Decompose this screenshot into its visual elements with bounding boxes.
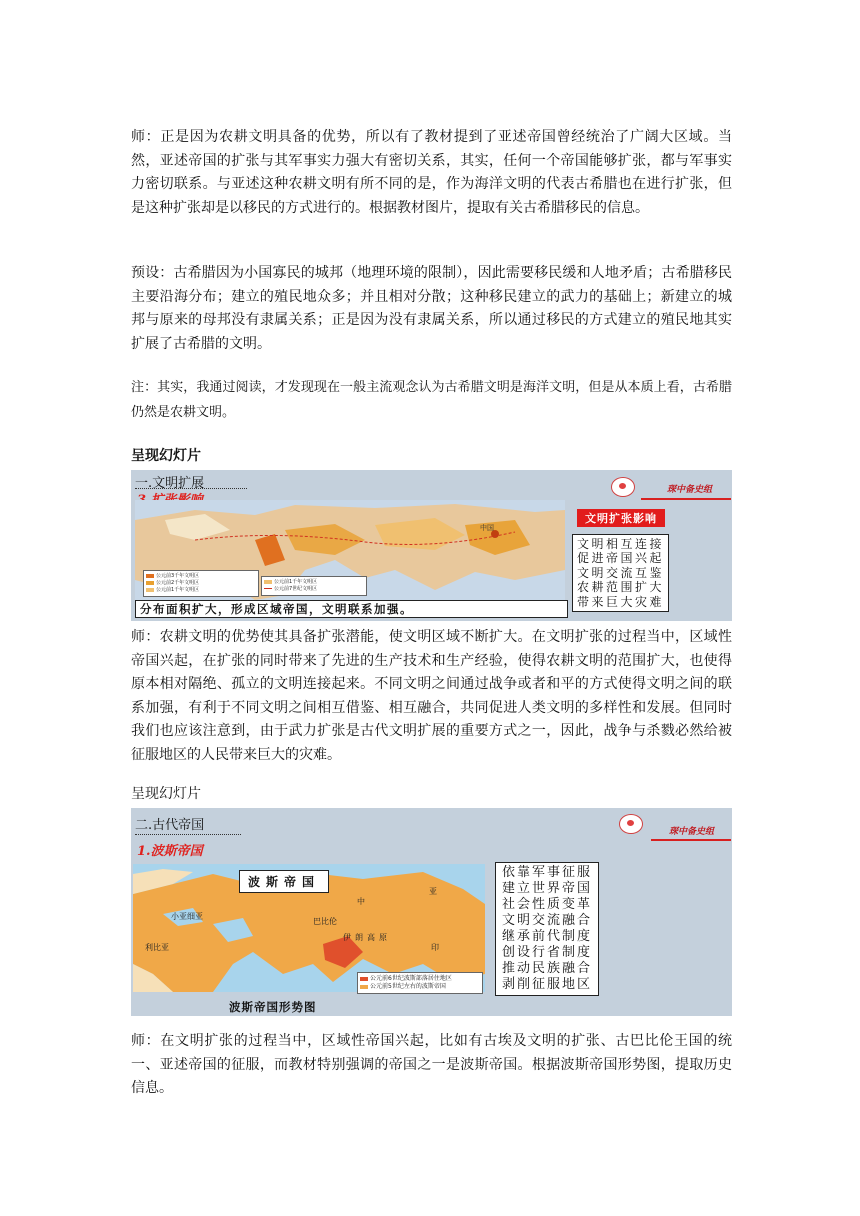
map-label-china: 中国 [480,524,494,532]
empire-point: 建立世界帝国 [502,881,593,896]
map-label-libya: 利比亚 [145,943,169,952]
empire-points-box [495,862,599,996]
slide2-title-underline [135,834,241,835]
brand-underline [641,498,731,500]
impact-point: 文明交流互鉴 [577,565,665,580]
paragraph-preset: 预设：古希腊因为小国寡民的城邦（地理环境的限制），因此需要移民缓和人地矛盾；古希腊移民主要沿海分布；建立的殖民地众多；并且相对分散；这种移民建立的武力的基础上；新建立的城邦与原来的母邦没有隶属关系；正是因为没有隶属关系，所以通过移民的方式建立的殖民地其实扩展了古希腊的文明。 [131,265,732,352]
paragraph-teacher-3: 师：在文明扩张的过程当中，区域性帝国兴起，比如有古埃及文明的扩张、古巴比伦王国的统一、亚述帝国的征服，而教材特别强调的帝国之一是波斯帝国。根据波斯帝国形势图，提取历史信息。 [131,1033,732,1096]
brand-underline [651,839,731,841]
empire-point: 继承前代制度 [502,929,593,944]
seal-icon [611,477,635,497]
impact-point: 农耕范围扩大 [577,580,665,595]
map-label-asia-minor: 小亚细亚 [171,912,203,921]
map-legend-right [261,576,367,596]
brand-label: 琛中备史组 [669,827,715,837]
heading-show-slide-1: 呈现幻灯片 [131,448,201,464]
slide2-title: 二.古代帝国 [135,818,205,833]
map-legend-left [143,570,259,597]
map-label-india: 印 [431,943,439,952]
empire-point: 依靠军事征服 [502,865,593,880]
empire-point: 创设行省制度 [502,945,593,960]
slide2-subtitle: 1.波斯帝国 [137,844,203,859]
map-label-middle: 中 [357,897,365,906]
legend-item: 公元前5世纪左右的波斯帝国 [370,983,446,990]
slide-ancient-empires [131,808,732,1016]
slide1-summary: 分布面积扩大，形成区域帝国，文明联系加强。 [135,600,568,618]
slide-civilization-expansion [131,470,732,621]
map-title: 波斯帝国 [239,870,329,893]
legend-item: 公元前1千年文明区 [274,579,318,585]
legend-item: 公元前7世纪文明区 [274,586,318,592]
seal-icon [619,814,643,834]
map-label-iran-plateau: 伊朗高原 [343,933,391,942]
map-legend [357,972,483,994]
impact-point: 促进帝国兴起 [577,551,665,566]
paragraph-teacher-1: 师：正是因为农耕文明具备的优势，所以有了教材提到了亚述帝国曾经统治了广阔大区域。当然，亚述帝国的扩张与其军事实力强大有密切关系，其实，任何一个帝国能够扩张，都与军事实力密切联系。与亚述这种农耕文明有所不同的是，作为海洋文明的代表古希腊也在进行扩张，但是这种扩张却是以移民的方式进行的。根据教材图片，提取有关古希腊移民的信息。 [131,129,732,216]
empire-point: 社会性质变革 [502,897,593,912]
paragraph-teacher-2: 师：农耕文明的优势使其具备扩张潜能，使文明区域不断扩大。在文明扩张的过程当中，区域性帝国兴起，在扩张的同时带来了先进的生产技术和生产经验，使得农耕文明的范围扩大，也使得原本相对隔绝、孤立的文明连接起来。不同文明之间通过战争或者和平的方式使得文明之间的联系加强，有利于不同文明之间相互借鉴、相互融合，共同促进人类文明的多样性和发展。但同时我们也应该注意到，由于武力扩张是古代文明扩展的重要方式之一，因此，战争与杀戮必然给被征服地区的人民带来巨大的灾难。 [131,629,732,763]
legend-item: 公元前3千年文明区 [156,573,200,579]
paragraph-note: 注：其实，我通过阅读，才发现现在一般主流观念认为古希腊文明是海洋文明，但是从本质上看，古希腊仍然是农耕文明。 [131,380,732,420]
brand-label: 琛中备史组 [667,485,713,495]
legend-item: 公元前1千年文明区 [156,587,200,593]
empire-point: 剥削征服地区 [502,977,593,992]
impact-point: 带来巨大灾难 [577,594,665,609]
legend-item: 公元前6世纪波斯部落居住地区 [370,975,452,982]
slide1-title: 一.文明扩展 [135,476,205,491]
empire-point: 文明交流融合 [502,913,593,928]
expansion-impact-label: 文明扩张影响 [577,509,665,527]
impact-point: 文明相互连接 [577,537,665,551]
map-label-asia: 亚 [429,887,437,896]
legend-item: 公元前2千年文明区 [156,580,200,586]
map-label-babylon: 巴比伦 [313,917,337,926]
heading-show-slide-2: 呈现幻灯片 [131,786,201,802]
empire-point: 推动民族融合 [502,961,593,976]
impact-points-box [572,534,669,612]
map-caption: 波斯帝国形势图 [229,1000,317,1014]
